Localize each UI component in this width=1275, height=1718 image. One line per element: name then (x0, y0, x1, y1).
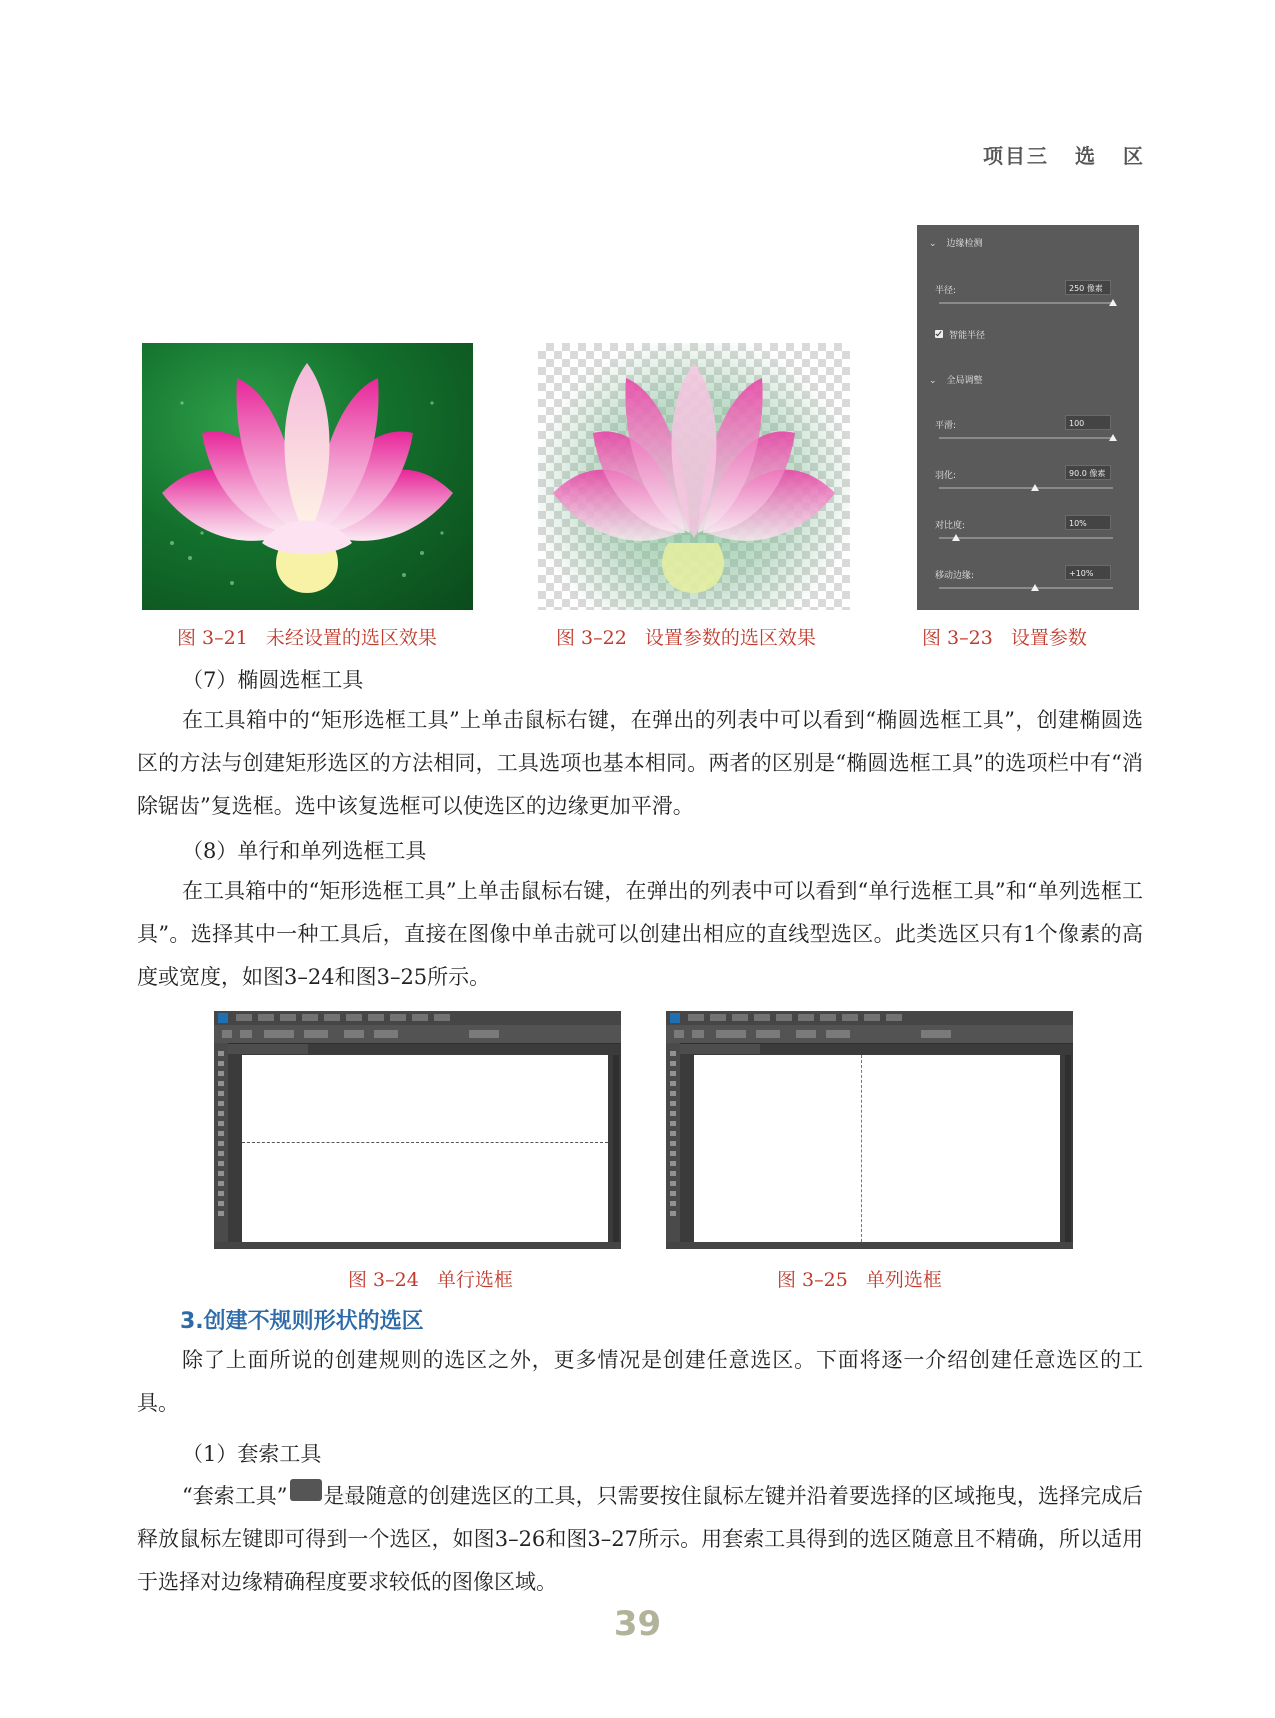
radius-slider[interactable] (939, 302, 1113, 304)
caption-figure-3-21: 图 3–21 未经设置的选区效果 (177, 627, 437, 649)
header-char1: 选 (1075, 144, 1097, 168)
subheading-lasso-tool: （1）套索工具 (182, 1442, 322, 1466)
ps-scrollbar[interactable] (613, 1055, 619, 1242)
paragraph-irregular-selection: 除了上面所说的创建规则的选区之外，更多情况是创建任意选区。下面将逐一介绍创建任意选区的工具。 (137, 1348, 1143, 1415)
shift-edge-label: 移动边缘: (935, 571, 975, 581)
smooth-label: 平滑: (935, 421, 957, 431)
figure-3-22-selection-glow (538, 343, 850, 610)
shift-edge-slider[interactable] (939, 587, 1113, 589)
feather-label: 羽化: (935, 471, 957, 481)
figure-3-21-image (142, 343, 473, 610)
paragraph-lasso-tool: “套索工具” 是最随意的创建选区的工具，只需要按住鼠标左键并沿着要选择的区域拖曳，选择完成后释放鼠标左键即可得到一个选区，如图3–26和图3–27所示。用套索工具得到的选区随意且不精确，所以适用于选择对边缘精确程度要求较低的图像区域。 (137, 1475, 1143, 1604)
contrast-slider[interactable] (939, 537, 1113, 539)
ps-options-bar (214, 1025, 621, 1044)
ps-statusbar (666, 1242, 1073, 1249)
contrast-label: 对比度: (935, 521, 966, 531)
lotus-flower-icon (142, 343, 473, 610)
subheading-ellipse-marquee: （7）椭圆选框工具 (182, 668, 364, 692)
single-row-selection (242, 1142, 608, 1143)
caption-figure-3-24: 图 3–24 单行选框 (348, 1269, 513, 1291)
page-number: 39 (613, 1604, 662, 1644)
caption-figure-3-22: 图 3–22 设置参数的选区效果 (556, 627, 816, 649)
lotus-flower-feathered-icon (538, 343, 850, 610)
figure-3-24-photoshop-screenshot (214, 1011, 621, 1249)
feather-input[interactable]: 90.0 像素 (1065, 465, 1111, 480)
smooth-slider-thumb[interactable] (1109, 434, 1117, 441)
smooth-slider[interactable] (939, 437, 1113, 439)
ps-toolbar (214, 1043, 228, 1243)
global-refinements-header[interactable]: ⌄ 全局调整 (929, 376, 983, 386)
caption-figure-3-23: 图 3–23 设置参数 (922, 627, 1087, 649)
section-heading-irregular-selection: 3.创建不规则形状的选区 (180, 1309, 424, 1334)
figure-3-25-photoshop-screenshot (666, 1011, 1073, 1249)
radius-label: 半径: (935, 286, 957, 296)
shift-edge-slider-thumb[interactable] (1031, 584, 1039, 591)
ps-document-tab[interactable] (228, 1044, 308, 1054)
edge-detection-header[interactable]: ⌄ 边缘检测 (929, 239, 983, 249)
ps-document-tab[interactable] (680, 1044, 760, 1054)
ps-scrollbar[interactable] (1065, 1055, 1071, 1242)
smart-radius-label: 智能半径 (949, 331, 986, 341)
radius-input[interactable]: 250 像素 (1065, 280, 1111, 295)
lasso-icon (290, 1479, 322, 1501)
paragraph-ellipse-marquee: 在工具箱中的“矩形选框工具”上单击鼠标右键，在弹出的列表中可以看到“椭圆选框工具”，创建椭圆选区的方法与创建矩形选区的方法相同，工具选项也基本相同。两者的区别是“椭圆选框工具”的选项栏中有“消除锯齿”复选框。选中该复选框可以使选区的边缘更加平滑。 (137, 708, 1143, 818)
paragraph-single-row-column: 在工具箱中的“矩形选框工具”上单击鼠标右键，在弹出的列表中可以看到“单行选框工具”和“单列选框工具”。选择其中一种工具后，直接在图像中单击就可以创建出相应的直线型选区。此类选区只有1个像素的高度或宽度，如图3–24和图3–25所示。 (137, 879, 1143, 989)
ps-toolbar (666, 1043, 680, 1243)
shift-edge-input[interactable]: +10% (1065, 565, 1111, 580)
ps-statusbar (214, 1242, 621, 1249)
chevron-down-icon: ⌄ (929, 239, 937, 249)
ps-menubar (214, 1011, 621, 1025)
header-project: 项目三 (983, 144, 1049, 168)
feather-slider-thumb[interactable] (1031, 484, 1039, 491)
subheading-single-row-column: （8）单行和单列选框工具 (182, 839, 427, 863)
figure-3-23-refine-edge-panel (917, 225, 1139, 610)
single-column-selection (861, 1055, 862, 1242)
smart-radius-checkbox[interactable] (935, 330, 943, 338)
ps-canvas (242, 1055, 608, 1242)
ps-logo-icon (218, 1013, 228, 1023)
radius-slider-thumb[interactable] (1109, 299, 1117, 306)
ps-options-bar (666, 1025, 1073, 1044)
header-char2: 区 (1123, 144, 1145, 168)
running-header (983, 140, 1145, 169)
caption-figure-3-25: 图 3–25 单列选框 (777, 1269, 942, 1291)
contrast-input[interactable]: 10% (1065, 515, 1111, 530)
contrast-slider-thumb[interactable] (952, 534, 960, 541)
ps-menubar (666, 1011, 1073, 1025)
ps-logo-icon (670, 1013, 680, 1023)
smooth-input[interactable]: 100 (1065, 415, 1111, 430)
ps-canvas (694, 1055, 1060, 1242)
feather-slider[interactable] (939, 487, 1113, 489)
chevron-down-icon: ⌄ (929, 376, 937, 386)
